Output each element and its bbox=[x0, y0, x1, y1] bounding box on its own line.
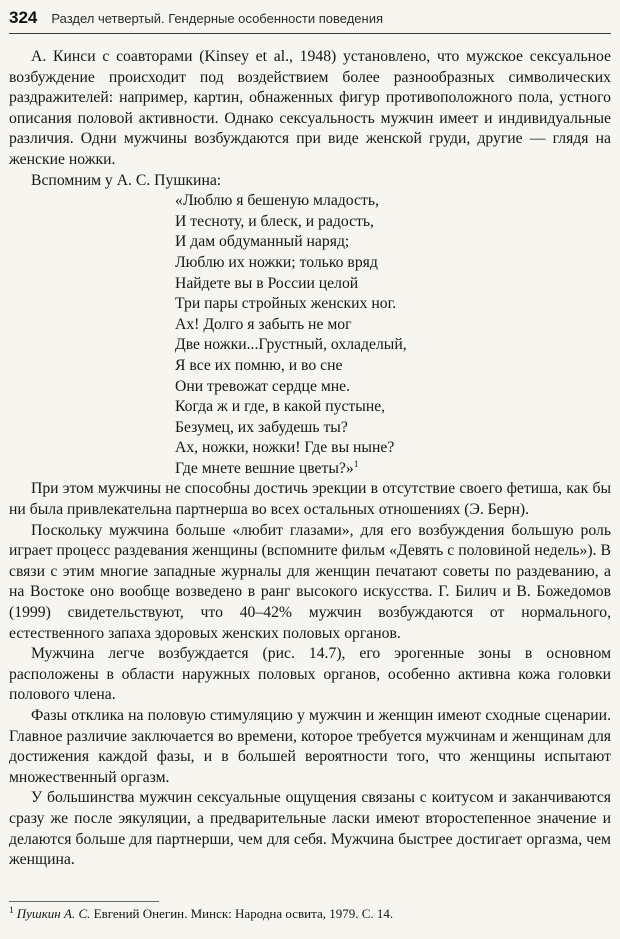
poem-line: И дам обдуманный наряд; bbox=[175, 233, 350, 251]
poem-line: Они тревожат сердце мне. bbox=[175, 377, 351, 395]
paragraph-pushkin-intro: Вспомним у А. С. Пушкина: bbox=[31, 171, 222, 189]
poem-line: Ах, ножки, ножки! Где вы ныне? bbox=[175, 439, 395, 457]
footnote-marker: 1 bbox=[9, 905, 14, 916]
header-rule bbox=[9, 33, 611, 34]
poem-line: Найдете вы в России целой bbox=[175, 274, 359, 292]
poem-line-with-footnote-ref bbox=[175, 459, 611, 480]
paragraph-arousal: Мужчина легче возбуждается (рис. 14.7), его эрогенные зоны в основном расположены в области наружных половых органов, особенно активна кожа головки полового члена. bbox=[9, 645, 611, 704]
footnote-author: Пушкин А. С. bbox=[16, 906, 91, 921]
footnote-text: Евгений Онегин. Минск: Народна освита, 1979. С. 14. bbox=[90, 906, 394, 921]
footnote-rule bbox=[9, 901, 159, 902]
paragraph-phases: Фазы отклика на половую стимуляцию у мужчин и женщин имеют сходные сценарии. Главное различие заключается во времени, которое требуется мужчинам и женщинам для достижения каждой фазы, и в большей вероятности того, что женщины испытают множественный оргазм. bbox=[9, 707, 611, 786]
paragraph-kinsey: А. Кинси с соавторами (Kinsey et al., 1948) установлено, что мужское сексуальное возбуждение происходит под воздействием более разнообразных символических раздражителей: например, картин, обнаженных фигур противоположного пола, устного описания половой активности. Однако сексуальность мужчин имеет и индивидуальные различия. Одни мужчины возбуждаются при виде женской груди, другие — глядя на женские ножки. bbox=[9, 48, 611, 168]
poem-quote bbox=[175, 191, 611, 479]
poem-line: Две ножки...Грустный, охладелый, bbox=[175, 336, 407, 354]
poem-line: Ах! Долго я забыть не мог bbox=[175, 315, 352, 333]
section-title: Раздел четвертый. Гендерные особенности поведения bbox=[51, 11, 384, 26]
paragraph-coitus: У большинства мужчин сексуальные ощущения связаны с коитусом и заканчиваются сразу же после эякуляции, а предварительные ласки имеют второстепенное значение и делаются больше для партнерши, чем для себя. Мужчина быстрее достигает оргазма, чем женщина. bbox=[9, 789, 611, 869]
poem-line: Когда ж и где, в какой пустыне, bbox=[175, 398, 386, 416]
page-body bbox=[9, 47, 611, 871]
poem-line-text: Где мнете вешние цветы?» bbox=[175, 459, 354, 477]
poem-line: «Люблю я бешеную младость, bbox=[175, 192, 379, 210]
page-header bbox=[9, 6, 611, 31]
poem-line: Три пары стройных женских ног. bbox=[175, 295, 397, 313]
poem-line: Люблю их ножки; только вряд bbox=[175, 253, 378, 271]
poem-line: Безумец, их забудешь ты? bbox=[175, 418, 348, 436]
footnote-reference: 1 bbox=[353, 459, 359, 470]
paragraph-fetish: При этом мужчины не способны достичь эрекции в отсутствие своего фетиша, как бы ни была привлекательна партнерша во всех остальных отношениях (Э. Берн). bbox=[9, 480, 611, 519]
poem-line: И тесноту, и блеск, и радость, bbox=[175, 212, 374, 230]
page-number: 324 bbox=[9, 8, 38, 27]
paragraph-eyes: Поскольку мужчина больше «любит глазами», для его возбуждения большую роль играет процесс раздевания женщины (вспомните фильм «Девять с половиной недель»). В связи с этим многие западные журналы для женщин печатают советы по раздеванию, а на Востоке оно вообще возведено в ранг высокого искусства. Г. Билич и В. Божедомов (1999) свидетельствуют, что 40–42% мужчин возбуждаются от нормального, естественного запаха здоровых женских половых органов. bbox=[9, 521, 611, 642]
footnote bbox=[9, 901, 611, 922]
poem-line: Я все их помню, и во сне bbox=[175, 356, 343, 374]
